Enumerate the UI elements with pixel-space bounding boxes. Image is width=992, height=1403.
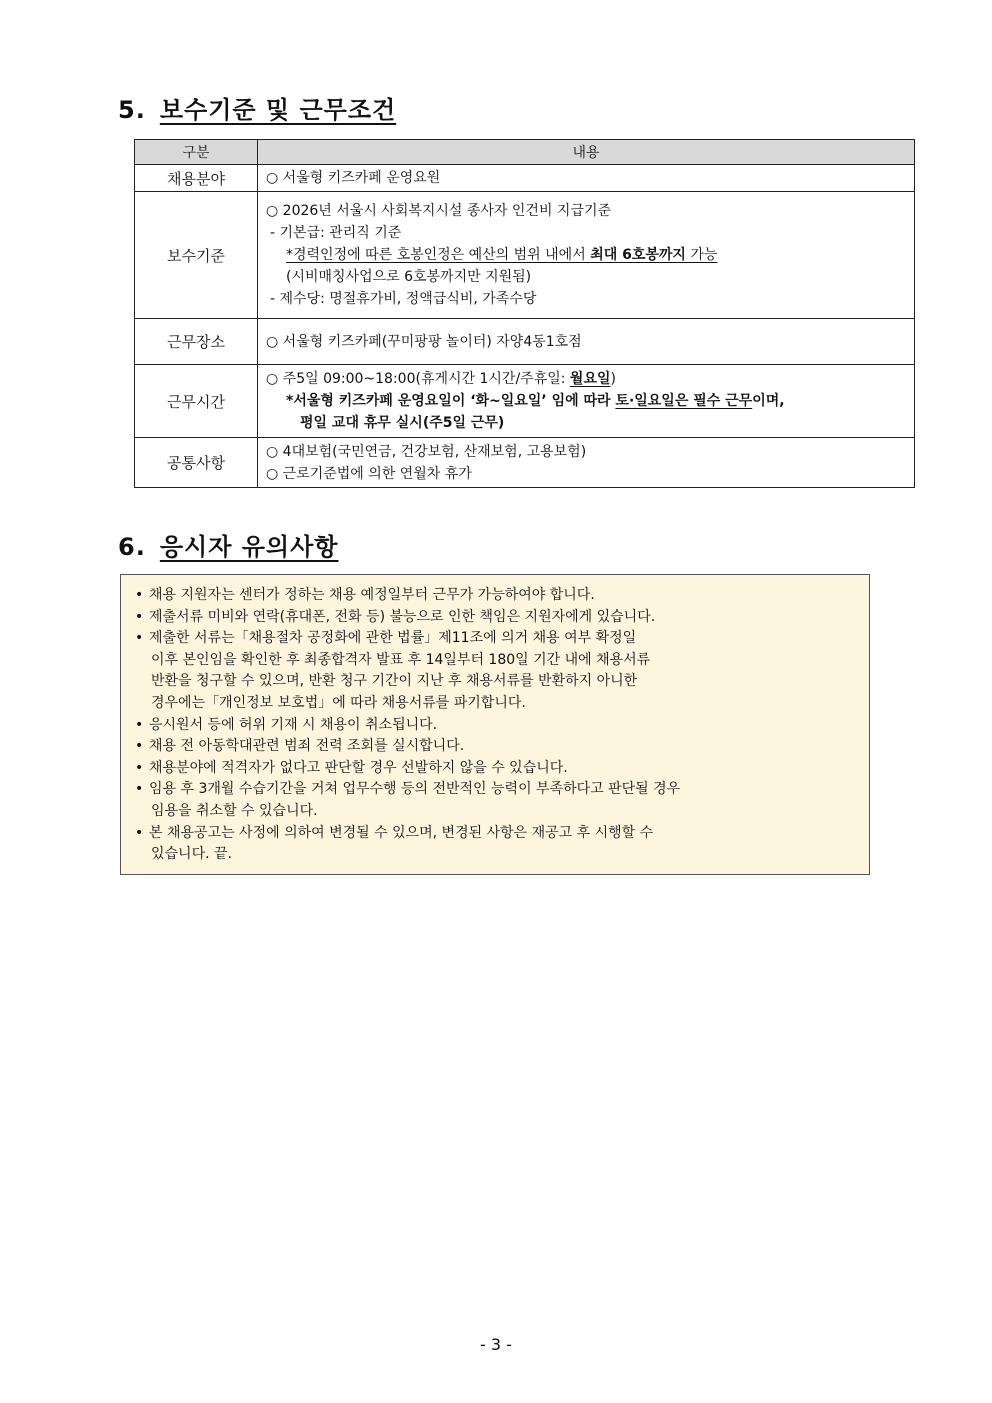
- section-number: 5.: [118, 96, 146, 124]
- notice-box: [120, 574, 870, 875]
- text-span: ): [610, 371, 616, 387]
- list-item: [135, 779, 855, 801]
- list-item: [135, 736, 855, 758]
- content-line: ○ 4대보험(국민연금, 건강보험, 산재보험, 고용보험): [266, 443, 587, 460]
- item-continuation: 반환을 청구할 수 있으며, 반환 청구 기간이 지난 후 채용서류를 반환하지 아니한: [151, 673, 638, 690]
- underlined-text: 토·일요일은 필수 근무: [615, 393, 753, 409]
- content-line: [266, 390, 906, 412]
- content-line: (시비매칭사업으로 6호봉까지만 지원됨): [286, 269, 532, 285]
- item-text: 채용 지원자는 센터가 정하는 채용 예정일부터 근무가 가능하여야 합니다.: [149, 587, 595, 603]
- row-label: 보수기준: [135, 192, 258, 319]
- row-content: [258, 192, 915, 319]
- row-label: 근무장소: [135, 319, 258, 365]
- item-text: 임용 후 3개월 수습기간을 거쳐 업무수행 등의 전반적인 능력이 부족하다고 판단될 경우: [149, 781, 681, 798]
- bullet-icon: •: [135, 608, 144, 625]
- item-continuation: 이후 본인임을 확인한 후 최종합격자 발표 후 14일부터 180일 기간 내에 채용서류: [151, 651, 651, 668]
- bullet-icon: •: [135, 781, 144, 798]
- row-content: [258, 165, 915, 192]
- text-span: *경력인정에 따른 호봉인정은 예산의 범위 내에서: [286, 247, 591, 263]
- text-span: ○ 주5일 09:00~18:00(휴게시간 1시간/주휴일:: [266, 371, 570, 387]
- header-content: 내용: [258, 140, 915, 165]
- table-row: [135, 438, 915, 488]
- table-row: [135, 165, 915, 192]
- item-text: 본 채용공고는 사정에 의하여 변경될 수 있으며, 변경된 사항은 재공고 후 시행할 수: [149, 824, 654, 841]
- item-text: 채용 전 아동학대관련 범죄 전력 조회를 실시합니다.: [149, 738, 465, 755]
- list-item: [135, 715, 855, 737]
- list-item: [135, 758, 855, 780]
- underlined-text: 월요일: [569, 371, 611, 387]
- list-item: [135, 823, 855, 845]
- item-continuation: 있습니다. 끝.: [151, 846, 232, 863]
- row-label: 공통사항: [135, 438, 258, 488]
- content-line: ○ 근로기준법에 의한 연월차 휴가: [266, 465, 472, 482]
- table-row: [135, 365, 915, 438]
- content-line: ○ 서울형 키즈카페(꾸미팡팡 놀이터) 자양4동1호점: [266, 333, 582, 350]
- content-line: 평일 교대 휴무 실시(주5일 근무): [300, 415, 505, 431]
- content-line: [266, 368, 906, 390]
- section-title: 보수기준 및 근무조건: [159, 96, 397, 124]
- content-line: - 제수당: 명절휴가비, 정액급식비, 가족수당: [270, 291, 537, 307]
- content-line: ○ 서울형 키즈카페 운영요원: [266, 170, 441, 186]
- table-row: [135, 192, 915, 319]
- bold-text: 최대 6호봉까지: [590, 247, 686, 263]
- table-header-row: [135, 140, 915, 165]
- item-continuation: 임용을 취소할 수 있습니다.: [151, 802, 318, 819]
- list-item: [135, 607, 855, 629]
- row-content: [258, 319, 915, 365]
- content-line: - 기본급: 관리직 기준: [270, 225, 402, 241]
- section-6-heading: [118, 527, 338, 562]
- item-continuation: 경우에는「개인정보 보호법」에 따라 채용서류를 파기합니다.: [151, 694, 526, 711]
- work-conditions-table: [134, 139, 915, 488]
- text-span: 가능: [685, 247, 718, 263]
- content-line-underlined: [266, 244, 906, 266]
- row-content: [258, 365, 915, 438]
- text-span: 이며,: [752, 393, 785, 409]
- bullet-icon: •: [135, 824, 144, 841]
- list-item: [135, 628, 855, 650]
- page-number: - 3 -: [480, 1335, 512, 1354]
- row-label: 채용분야: [135, 165, 258, 192]
- row-label: 근무시간: [135, 365, 258, 438]
- bullet-icon: •: [135, 630, 144, 647]
- section-number: 6.: [118, 533, 146, 561]
- table-row: [135, 319, 915, 365]
- item-text: 제출한 서류는「채용절차 공정화에 관한 법률」제11조에 의거 채용 여부 확정일: [149, 630, 637, 647]
- item-text: 채용분야에 적격자가 없다고 판단할 경우 선발하지 않을 수 있습니다.: [149, 759, 568, 776]
- text-span: *서울형 키즈카페 운영요일이 ‘화~일요일’ 임에 따라: [286, 393, 616, 409]
- row-content: [258, 438, 915, 488]
- bullet-icon: •: [135, 587, 144, 603]
- bullet-icon: •: [135, 738, 144, 755]
- header-category: 구분: [135, 140, 258, 165]
- item-text: 제출서류 미비와 연락(휴대폰, 전화 등) 불능으로 인한 책임은 지원자에게 있습니다.: [149, 608, 656, 625]
- item-text: 응시원서 등에 허위 기재 시 채용이 취소됩니다.: [149, 716, 438, 733]
- list-item: [135, 585, 855, 607]
- section-5-heading: [118, 90, 396, 125]
- bullet-icon: •: [135, 759, 144, 776]
- section-title: 응시자 유의사항: [159, 533, 339, 561]
- content-line: ○ 2026년 서울시 사회복지시설 종사자 인건비 지급기준: [266, 203, 612, 219]
- bullet-icon: •: [135, 716, 144, 733]
